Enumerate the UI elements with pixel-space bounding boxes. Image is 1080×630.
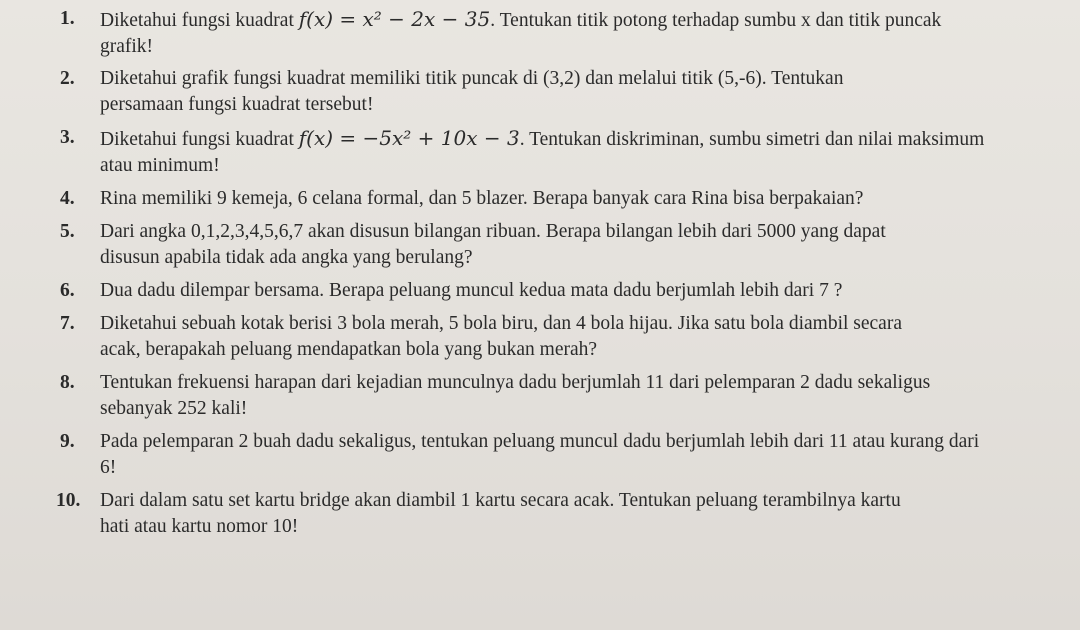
question-text: Diketahui grafik fungsi kuadrat memiliki titik puncak di (3,2) dan melalui titik (5,-6). Tentukan persamaan fungsi kuadrat tersebut!	[100, 68, 844, 115]
question-text: Tentukan frekuensi harapan dari kejadian munculnya dadu berjumlah 11 dari pelemparan 2 dadu sekaligus sebanyak 252 kali!	[100, 372, 931, 419]
question-text	[100, 125, 1020, 179]
question-number: 10.	[56, 490, 81, 511]
question-text: Dari angka 0,1,2,3,4,5,6,7 akan disusun bilangan ribuan. Berapa bilangan lebih dari 5000 yang dapat disusun apabila tidak ada angka yang berulang?	[100, 221, 886, 268]
question-4	[60, 186, 1020, 212]
question-number: 7.	[60, 313, 75, 334]
question-list	[56, 6, 1020, 540]
question-number: 6.	[60, 280, 75, 301]
question-5	[60, 219, 1020, 271]
question-text: Dua dadu dilempar bersama. Berapa peluang muncul kedua mata dadu berjumlah lebih dari 7 ?	[100, 280, 843, 301]
question-6	[60, 278, 1020, 304]
question-text	[100, 6, 1020, 60]
question-number: 1.	[60, 8, 75, 29]
question-text: Diketahui sebuah kotak berisi 3 bola merah, 5 bola biru, dan 4 bola hijau. Jika satu bola diambil secara acak, berapakah peluang mendapatkan bola yang bukan merah?	[100, 313, 902, 360]
question-text-part: Diketahui fungsi kuadrat	[100, 10, 299, 31]
question-number: 5.	[60, 221, 75, 242]
question-8	[60, 370, 1020, 422]
question-7	[60, 311, 1020, 363]
question-3	[60, 125, 1020, 179]
question-number: 4.	[60, 188, 75, 209]
question-2	[60, 66, 1020, 118]
question-number: 2.	[60, 68, 75, 89]
question-text-part: Diketahui fungsi kuadrat	[100, 129, 299, 150]
question-text: Pada pelemparan 2 buah dadu sekaligus, tentukan peluang muncul dadu berjumlah lebih dari 11 atau kurang dari 6!	[100, 431, 980, 478]
question-text: Rina memiliki 9 kemeja, 6 celana formal, dan 5 blazer. Berapa banyak cara Rina bisa berpakaian?	[100, 188, 864, 209]
question-10	[56, 488, 1020, 540]
question-text: Dari dalam satu set kartu bridge akan diambil 1 kartu secara acak. Tentukan peluang terambilnya kartu hati atau kartu nomor 10!	[100, 490, 901, 537]
question-9	[60, 429, 1020, 481]
function-formula: f(x) = x² − 2x − 35	[298, 7, 491, 31]
question-number: 8.	[60, 372, 75, 393]
question-number: 9.	[60, 431, 75, 452]
question-text-part: . Tentukan titik potong terhadap sumbu x dan titik puncak grafik!	[100, 10, 942, 57]
question-number: 3.	[60, 127, 75, 148]
question-1	[60, 6, 1020, 60]
question-text-part: . Tentukan diskriminan, sumbu simetri dan nilai maksimum atau minimum!	[100, 129, 985, 176]
function-formula: f(x) = −5x² + 10x − 3	[298, 126, 520, 150]
